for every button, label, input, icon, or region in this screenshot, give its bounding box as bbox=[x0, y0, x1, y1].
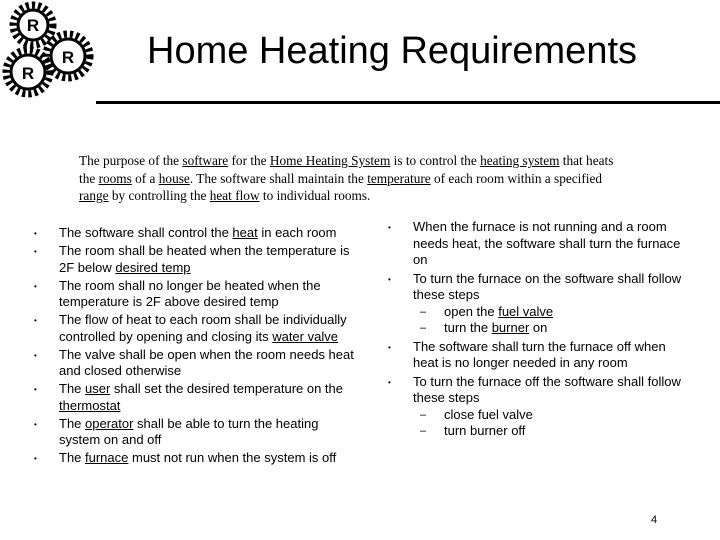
logo-letter: R bbox=[21, 64, 35, 83]
sub-bullet-item bbox=[413, 423, 693, 440]
text-run: to individual rooms. bbox=[259, 188, 371, 203]
text-run: The purpose of the bbox=[79, 153, 183, 168]
underlined-term: burner bbox=[491, 320, 530, 335]
sub-bullet-item bbox=[413, 304, 693, 321]
underlined-term: fuel valve bbox=[498, 303, 554, 319]
underlined-term: desired temp bbox=[115, 259, 191, 275]
text-run: that heats the bbox=[79, 153, 614, 186]
bullet-item bbox=[34, 278, 354, 311]
bullet-item bbox=[34, 416, 354, 449]
bullet-item bbox=[34, 225, 354, 242]
text-run: . The software shall maintain the bbox=[189, 170, 368, 186]
bullet-item bbox=[388, 219, 693, 269]
text-run: shall set the desired temperature on the bbox=[110, 381, 344, 396]
text-run: The room shall be heated when the temperature is 2F below bbox=[59, 243, 350, 275]
underlined-term: temperature bbox=[367, 170, 431, 186]
right-bullet-list bbox=[388, 219, 693, 440]
text-run: The software shall turn the furnace off when heat is no longer needed in any room bbox=[413, 338, 666, 370]
sub-bullet-item bbox=[413, 407, 693, 424]
underlined-term: furnace bbox=[85, 450, 129, 465]
right-column bbox=[388, 219, 693, 442]
logo-letter: R bbox=[61, 48, 75, 67]
text-run: The valve shall be open when the room needs heat and closed otherwise bbox=[59, 346, 354, 378]
underlined-term: heat bbox=[232, 225, 258, 240]
underlined-term: user bbox=[85, 381, 111, 396]
intro-paragraph bbox=[79, 152, 624, 205]
bullet-item bbox=[34, 381, 354, 414]
underlined-term: house bbox=[158, 170, 190, 186]
bullet-item bbox=[34, 312, 354, 345]
bullet-item bbox=[34, 347, 354, 380]
underlined-term: thermostat bbox=[59, 397, 121, 413]
left-column bbox=[34, 225, 354, 468]
text-run: The flow of heat to each room shall be individually controlled by opening and closing its bbox=[59, 312, 347, 344]
text-run: To turn the furnace on the software shall follow these steps bbox=[413, 270, 682, 302]
text-run: in each room bbox=[257, 225, 337, 240]
text-run: must not run when the system is off bbox=[128, 450, 337, 465]
text-run: shall be able to turn the heating system on and off bbox=[59, 415, 319, 447]
text-run: The room shall no longer be heated when the temperature is 2F above desired temp bbox=[59, 277, 321, 309]
text-run: The software shall control the bbox=[59, 225, 233, 240]
text-run: of each room within a specified bbox=[430, 170, 603, 186]
underlined-term: Home Heating System bbox=[269, 153, 391, 168]
text-run: The bbox=[59, 415, 86, 431]
gear-logo bbox=[0, 0, 110, 100]
bullet-item bbox=[388, 374, 693, 440]
underlined-term: heating system bbox=[480, 153, 560, 168]
bullet-item bbox=[34, 243, 354, 276]
text-run: When the furnace is not running and a room needs heat, the software shall turn the furnace on bbox=[413, 219, 681, 267]
text-run: turn burner off bbox=[444, 423, 526, 438]
bullet-item bbox=[388, 271, 693, 337]
text-run: is to control the bbox=[390, 153, 481, 168]
text-run: for the bbox=[228, 153, 270, 168]
logo-letter: R bbox=[26, 16, 40, 35]
underlined-term: range bbox=[79, 188, 109, 203]
underlined-term: water valve bbox=[272, 328, 338, 344]
bullet-item bbox=[34, 450, 354, 467]
text-run: open the bbox=[444, 303, 499, 319]
text-run: The bbox=[59, 381, 86, 396]
text-run: by controlling the bbox=[108, 188, 210, 203]
underlined-term: operator bbox=[85, 415, 134, 431]
page-title: Home Heating Requirements bbox=[147, 30, 638, 72]
underlined-term: rooms bbox=[98, 170, 132, 186]
bullet-item bbox=[388, 339, 693, 372]
text-run: on bbox=[529, 320, 548, 335]
underlined-term: heat flow bbox=[209, 188, 260, 203]
underlined-term: software bbox=[182, 153, 229, 168]
text-run: The bbox=[59, 450, 86, 465]
text-run: close fuel valve bbox=[444, 406, 533, 422]
page-number: 4 bbox=[651, 514, 658, 526]
title-divider bbox=[96, 101, 720, 104]
text-run: To turn the furnace off the software shall follow these steps bbox=[413, 373, 681, 405]
text-run: turn the bbox=[444, 320, 492, 335]
left-bullet-list bbox=[34, 225, 354, 467]
sub-bullet-item bbox=[413, 320, 693, 337]
text-run: of a bbox=[131, 170, 159, 186]
